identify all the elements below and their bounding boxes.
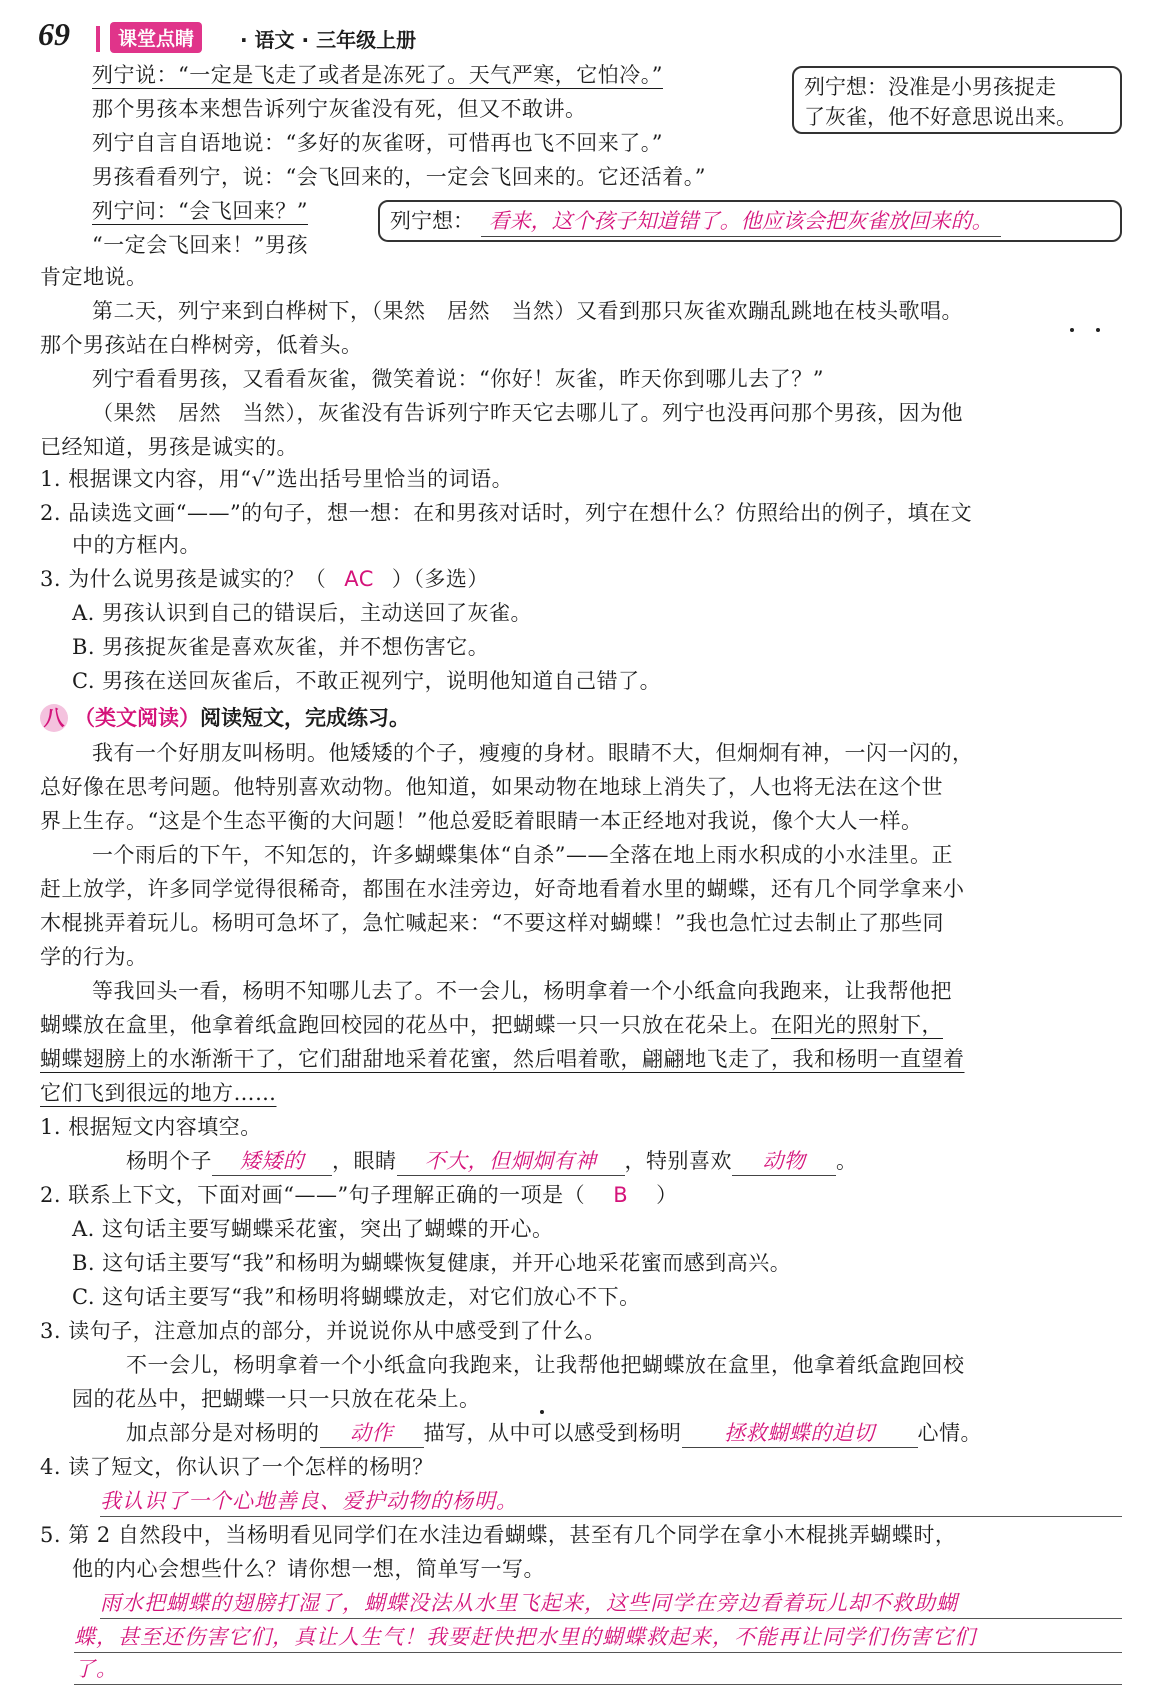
q2-3-fill: 加点部分是对杨明的 动作 描写，从中可以感受到杨明 拯救蝴蝶的迫切 心情。	[126, 1418, 982, 1448]
passage2-line: 学的行为。	[40, 945, 148, 969]
section-number: 八	[40, 704, 68, 732]
header-subtitle: · 语文 · 三年级上册	[240, 28, 417, 52]
q2-5-cont: 他的内心会想些什么？请你想一想，简单写一写。	[72, 1557, 545, 1581]
answer-line[interactable]: 了。	[74, 1654, 1122, 1685]
quoted-sentence: 园的花丛中，把蝴蝶一只一只放在花朵上。	[72, 1387, 481, 1411]
q2-4: 4. 读了短文，你认识了一个怎样的杨明？	[40, 1455, 434, 1479]
question-3: 3. 为什么说男孩是诚实的？（ AC ）（多选）	[40, 567, 489, 591]
section-tag: （类文阅读）	[74, 705, 200, 730]
bubble-answer: 看来，这个孩子知道错了。他应该会把灰雀放回来的。	[481, 206, 1001, 237]
header-tag: 课堂点睛	[110, 22, 202, 53]
thought-bubble-example	[792, 66, 1122, 134]
q2-5: 5. 第 2 自然段中，当杨明看见同学们在水洼边看蝴蝶，甚至有几个同学在拿小木棍挑弄蝴蝶时，	[40, 1523, 957, 1547]
answer-line[interactable]: 雨水把蝴蝶的翅膀打湿了，蝴蝶没法从水里飞起来，这些同学在旁边看着玩儿却不救助蝴	[100, 1588, 1122, 1619]
passage2-line: 等我回头一看，杨明不知哪儿去了。不一会儿，杨明拿着一个小纸盒向我跑来，让我帮他把	[92, 979, 952, 1003]
passage1-line: 列宁问：“会飞回来？”	[92, 199, 308, 223]
emphasis-dot	[1070, 328, 1074, 332]
header-divider	[96, 26, 100, 52]
q2-1: 1. 根据短文内容填空。	[40, 1115, 262, 1139]
passage1-line: “一定会飞回来！”男孩	[92, 233, 308, 257]
answer-b: B	[613, 1183, 629, 1207]
answer-blank[interactable]: 拯救蝴蝶的迫切	[682, 1419, 918, 1448]
section-heading	[40, 702, 410, 734]
passage1-line: 列宁看看男孩，又看看灰雀，微笑着说：“你好！灰雀，昨天你到哪儿去了？”	[92, 367, 824, 391]
passage2-line: 赶上放学，许多同学觉得很稀奇，都围在水洼旁边，好奇地看着水里的蝴蝶，还有几个同学拿来小	[40, 877, 965, 901]
answer-blank[interactable]: 矮矮的	[212, 1147, 332, 1176]
bubble-text: 了灰雀，他不好意思说出来。	[804, 105, 1077, 129]
quoted-sentence: 不一会儿，杨明拿着一个小纸盒向我跑来，让我帮他把蝴蝶放在盒里，他拿着纸盒跑回校	[126, 1353, 965, 1377]
emphasis-dot	[540, 1410, 544, 1414]
question-2-cont: 中的方框内。	[72, 533, 201, 557]
thought-bubble-answer	[378, 200, 1122, 242]
passage1-line: 列宁自言自语地说：“多好的灰雀呀，可惜再也飞不回来了。”	[92, 131, 663, 155]
passage2-line: 一个雨后的下午，不知怎的，许多蝴蝶集体“自杀”——全落在地上雨水积成的小水洼里。正	[92, 843, 953, 867]
answer-line[interactable]: 蝶，甚至还伤害它们，真让人生气！我要赶快把水里的蝴蝶救起来，不能再让同学们伤害它们	[74, 1622, 1122, 1653]
q2-3: 3. 读句子，注意加点的部分，并说说你从中感受到了什么。	[40, 1319, 606, 1343]
page-number: 69	[38, 16, 70, 52]
answer-blank[interactable]: 不大，但炯炯有神	[397, 1147, 625, 1176]
passage1-line: 那个男孩本来想告诉列宁灰雀没有死，但又不敢讲。	[92, 97, 587, 121]
q2-2: 2. 联系上下文，下面对画“——”句子理解正确的一项是（ B ）	[40, 1183, 678, 1207]
option-a: A. 男孩认识到自己的错误后，主动送回了灰雀。	[72, 601, 533, 625]
passage1-line: 第二天，列宁来到白桦树下，（果然 居然 当然）又看到那只灰雀欢蹦乱跳地在枝头歌唱。	[92, 299, 963, 323]
option-b: B. 这句话主要写“我”和杨明为蝴蝶恢复健康，并开心地采花蜜而感到高兴。	[72, 1251, 792, 1275]
passage1-line: 男孩看看列宁，说：“会飞回来的，一定会飞回来的。它还活着。”	[92, 165, 706, 189]
passage1-line: （果然 居然 当然），灰雀没有告诉列宁昨天它去哪儿了。列宁也没再问那个男孩，因为他	[92, 401, 963, 425]
bubble-text: 列宁想：没准是小男孩捉走	[804, 75, 1056, 99]
answer-blank[interactable]: 动作	[320, 1419, 424, 1448]
passage2-line: 木棍挑弄着玩儿。杨明可急坏了，急忙喊起来：“不要这样对蝴蝶！”我也急忙过去制止了那些同	[40, 911, 944, 935]
passage1-line: 已经知道，男孩是诚实的。	[40, 435, 298, 459]
passage1-line: 肯定地说。	[40, 265, 148, 289]
passage2-line: 总好像在思考问题。他特别喜欢动物。他知道，如果动物在地球上消失了，人也将无法在这个世	[40, 775, 943, 799]
passage2-line: 它们飞到很远的地方……	[40, 1081, 277, 1105]
q2-1-fill: 杨明个子 矮矮的 ，眼睛 不大，但炯炯有神 ，特别喜欢 动物 。	[126, 1146, 858, 1176]
option-c: C. 男孩在送回灰雀后，不敢正视列宁，说明他知道自己错了。	[72, 669, 662, 693]
section-title: 阅读短文，完成练习。	[200, 705, 410, 730]
passage2-line: 界上生存。“这是个生态平衡的大问题！”他总爱眨着眼睛一本正经地对我说，像个大人一样。	[40, 809, 923, 833]
passage1-line: 列宁说：“一定是飞走了或者是冻死了。天气严寒，它怕冷。”	[92, 63, 663, 87]
answer-ac: AC	[344, 567, 374, 591]
passage2-line: 我有一个好朋友叫杨明。他矮矮的个子，瘦瘦的身材。眼睛不大，但炯炯有神，一闪一闪的，	[92, 741, 974, 765]
question-2: 2. 品读选文画“——”的句子，想一想：在和男孩对话时，列宁在想什么？仿照给出的例子，填在文	[40, 501, 973, 525]
emphasis-dot	[1096, 328, 1100, 332]
option-a: A. 这句话主要写蝴蝶采花蜜，突出了蝴蝶的开心。	[72, 1217, 554, 1241]
passage2-line: 蝴蝶翅膀上的水渐渐干了，它们甜甜地采着花蜜，然后唱着歌，翩翩地飞走了，我和杨明一直望着	[40, 1047, 965, 1071]
passage2-line: 蝴蝶放在盒里，他拿着纸盒跑回校园的花丛中，把蝴蝶一只一只放在花朵上。在阳光的照射下，	[40, 1013, 943, 1037]
answer-line[interactable]: 我认识了一个心地善良、爱护动物的杨明。	[100, 1486, 1122, 1517]
option-b: B. 男孩捉灰雀是喜欢灰雀，并不想伤害它。	[72, 635, 490, 659]
passage1-line: 那个男孩站在白桦树旁，低着头。	[40, 333, 363, 357]
answer-blank[interactable]: 动物	[732, 1147, 836, 1176]
option-c: C. 这句话主要写“我”和杨明将蝴蝶放走，对它们放心不下。	[72, 1285, 641, 1309]
question-1: 1. 根据课文内容，用“√”选出括号里恰当的词语。	[40, 467, 514, 491]
bubble-label: 列宁想：	[390, 209, 474, 233]
